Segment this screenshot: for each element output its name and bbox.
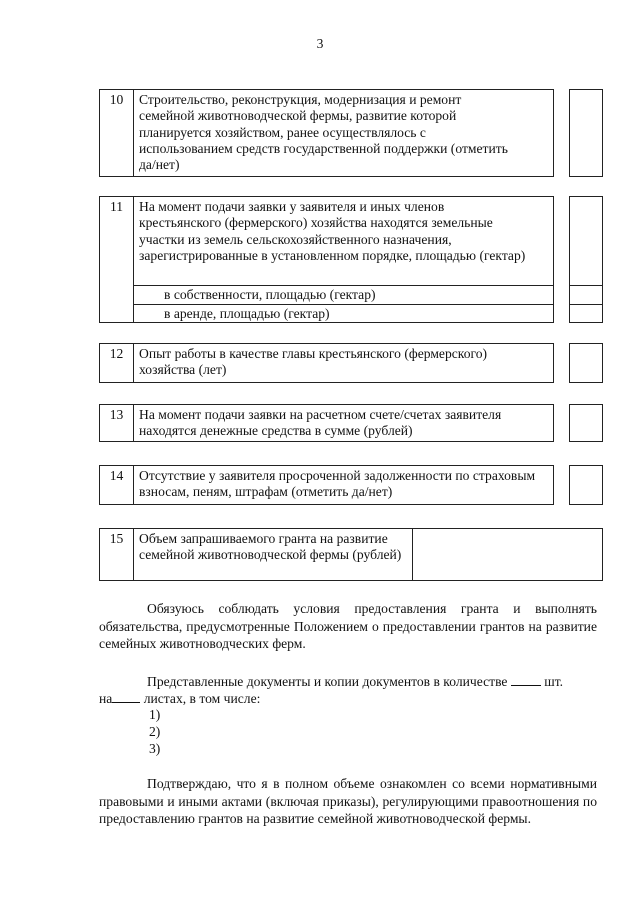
answer-field-15[interactable] [413, 529, 602, 580]
row-number: 13 [100, 405, 134, 441]
row-text: Отсутствие у заявителя просроченной задолженности по страховым взносам, пеням, штрафам (отметить да/нет) [139, 468, 536, 500]
form-row-14 [99, 465, 554, 505]
answer-box-14[interactable] [569, 465, 603, 505]
row-text: На момент подачи заявки на расчетном счете/счетах заявителя находятся денежные средства в сумме (рублей) [139, 407, 502, 439]
answer-box-11[interactable] [569, 196, 603, 323]
row-number: 12 [100, 344, 134, 382]
row-text: Строительство, реконструкция, модернизация и ремонт семейной животноводческой фермы, развитие которой планируется хозяйством, ранее осуществлялось с использованием средств государственной поддержки (отметить да/нет) [139, 92, 508, 173]
row-subitem-ownership: в собственности, площадью (гектар) [134, 285, 553, 304]
form-row-12 [99, 343, 554, 383]
row-number: 10 [100, 90, 134, 176]
row-text: Опыт работы в качестве главы крестьянского (фермерского) хозяйства (лет) [139, 346, 488, 378]
form-row-11 [99, 196, 554, 323]
form-row-10 [99, 89, 554, 177]
list-item: 2) [149, 724, 161, 739]
obligation-paragraph: Обязуюсь соблюдать условия предоставления гранта и выполнять обязательства, предусмотренные Положением о предоставлении грантов на развитие семейных животноводческих ферм. [99, 601, 597, 651]
list-item: 3) [149, 741, 161, 756]
list-item: 1) [149, 707, 161, 722]
sheets-count-blank[interactable] [112, 690, 140, 703]
confirmation-paragraph: Подтверждаю, что я в полном объеме ознакомлен со всеми нормативными правовыми и иными актами (включая приказы), регулирующими правоотношения по предоставлению грантов на развитие семейной животноводческой фермы. [99, 776, 597, 826]
answer-box-10[interactable] [569, 89, 603, 177]
answer-box-13[interactable] [569, 404, 603, 442]
form-row-15 [99, 528, 603, 581]
page-number: 3 [316, 36, 324, 51]
form-row-13 [99, 404, 554, 442]
documents-count-blank[interactable] [511, 673, 541, 686]
row-subitem-lease: в аренде, площадью (гектар) [134, 304, 553, 322]
row-text: Объем запрашиваемого гранта на развитие семейной животноводческой фермы (рублей) [134, 529, 413, 580]
row-number: 11 [100, 197, 134, 285]
documents-line-1: Представленные документы и копии документов в количестве шт. [147, 674, 564, 689]
row-number: 14 [100, 466, 134, 504]
row-text: На момент подачи заявки у заявителя и иных членов крестьянского (фермерского) хозяйства находятся земельные участки из земель сельскохозяйственного назначения, зарегистрированные в установленном порядке, площадью (гектар) [139, 199, 526, 263]
answer-box-12[interactable] [569, 343, 603, 383]
documents-line-2: на листах, в том числе: [99, 691, 261, 706]
row-number: 15 [100, 529, 134, 580]
